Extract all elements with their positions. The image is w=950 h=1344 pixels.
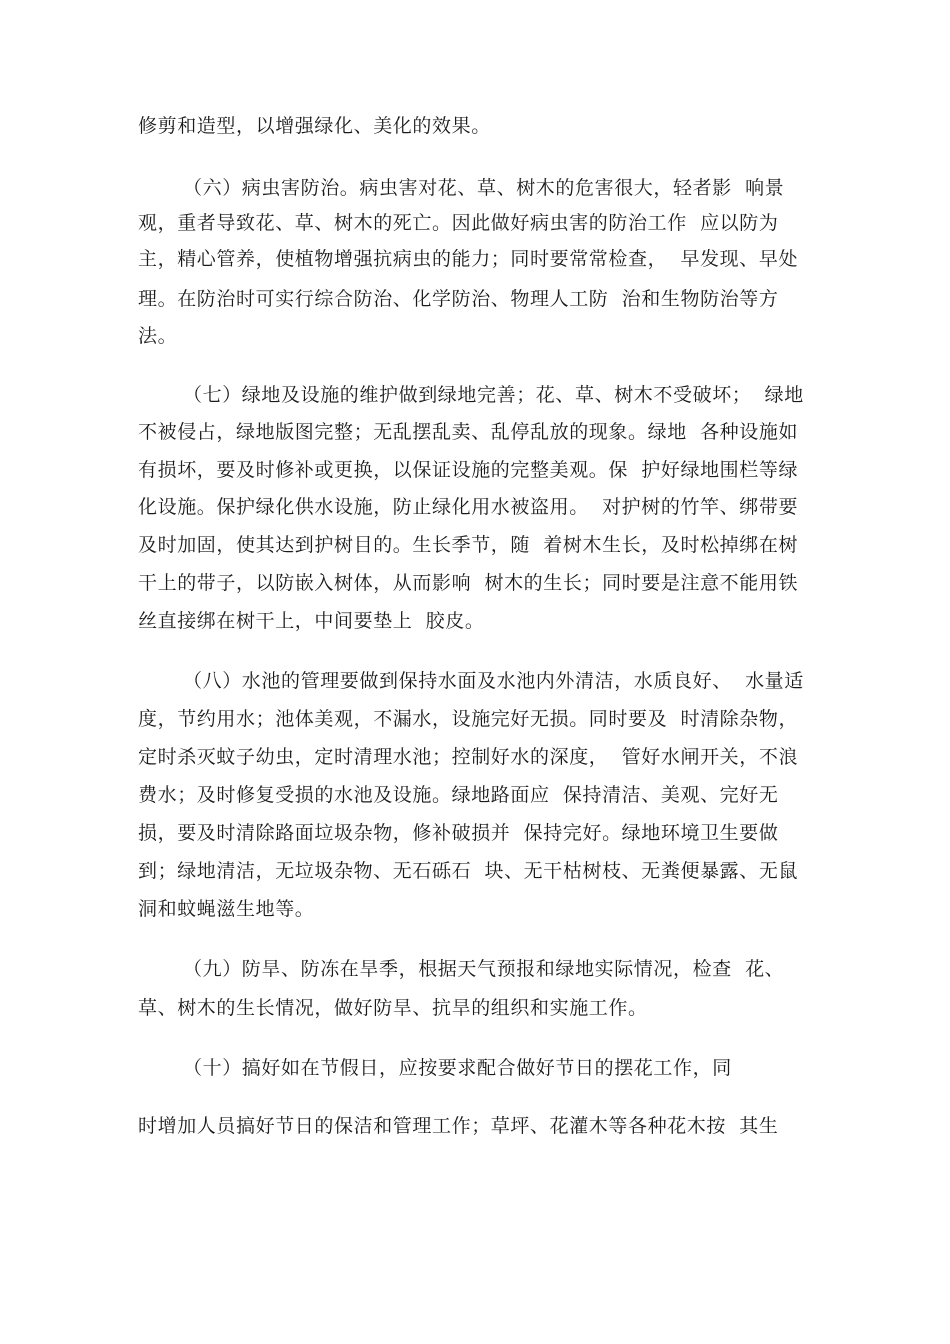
text-line: 丝直接绑在树干上，中间要垫上 胶皮。 <box>138 610 485 632</box>
text-line: （九）防旱、防冻在旱季，根据天气预报和绿地实际情况，检查 花、 <box>183 958 785 980</box>
text-line: 定时杀灭蚊子幼虫，定时清理水池；控制好水的深度， 管好水闸开关，不浪 <box>138 746 799 768</box>
text-line: （八）水池的管理要做到保持水面及水池内外清洁，水质良好、 水量适 <box>183 670 804 692</box>
text-line: 草、树木的生长情况，做好防旱、抗旱的组织和实施工作。 <box>138 997 648 1019</box>
text-line: 到；绿地清洁，无垃圾杂物、无石砾石 块、无干枯树枝、无粪便暴露、无鼠 <box>138 860 799 882</box>
text-line: 时增加人员搞好节日的保洁和管理工作；草坪、花灌木等各种花木按 其生 <box>138 1115 779 1137</box>
text-line: 费水；及时修复受损的水池及设施。绿地路面应 保持清洁、美观、完好无 <box>138 784 779 806</box>
text-line: 干上的带子，以防嵌入树体，从而影响 树木的生长；同时要是注意不能用铁 <box>138 572 799 594</box>
text-line: 不被侵占，绿地版图完整；无乱摆乱卖、乱停乱放的现象。绿地 各种设施如 <box>138 421 799 443</box>
text-line: 修剪和造型，以增强绿化、美化的效果。 <box>138 115 491 137</box>
text-line: 理。在防治时可实行综合防治、化学防治、物理人工防 治和生物防治等方 <box>138 288 779 310</box>
text-line: 度，节约用水；池体美观，不漏水，设施完好无损。同时要及 时清除杂物， <box>138 708 799 730</box>
text-line: 主，精心管养，使植物增强抗病虫的能力；同时要常常检查， 早发现、早处 <box>138 248 799 270</box>
text-line: （六）病虫害防治。病虫害对花、草、树木的危害很大，轻者影 响景 <box>183 177 785 199</box>
text-line: 及时加固，使其达到护树目的。生长季节，随 着树木生长，及时松掉绑在树 <box>138 534 799 556</box>
text-line: 损，要及时清除路面垃圾杂物，修补破损并 保持完好。绿地环境卫生要做 <box>138 822 779 844</box>
text-line: 洞和蚊蝇滋生地等。 <box>138 898 315 920</box>
text-line: （七）绿地及设施的维护做到绿地完善；花、草、树木不受破坏； 绿地 <box>183 384 804 406</box>
text-line: 观，重者导致花、草、树木的死亡。因此做好病虫害的防治工作 应以防为 <box>138 212 779 234</box>
text-line: 法。 <box>138 325 178 347</box>
text-line: 有损坏，要及时修补或更换，以保证设施的完整美观。保 护好绿地围栏等绿 <box>138 459 799 481</box>
text-line: 化设施。保护绿化供水设施，防止绿化用水被盗用。 对护树的竹竿、绑带要 <box>138 496 799 518</box>
text-line: （十）搞好如在节假日，应按要求配合做好节日的摆花工作，同 <box>183 1057 732 1079</box>
